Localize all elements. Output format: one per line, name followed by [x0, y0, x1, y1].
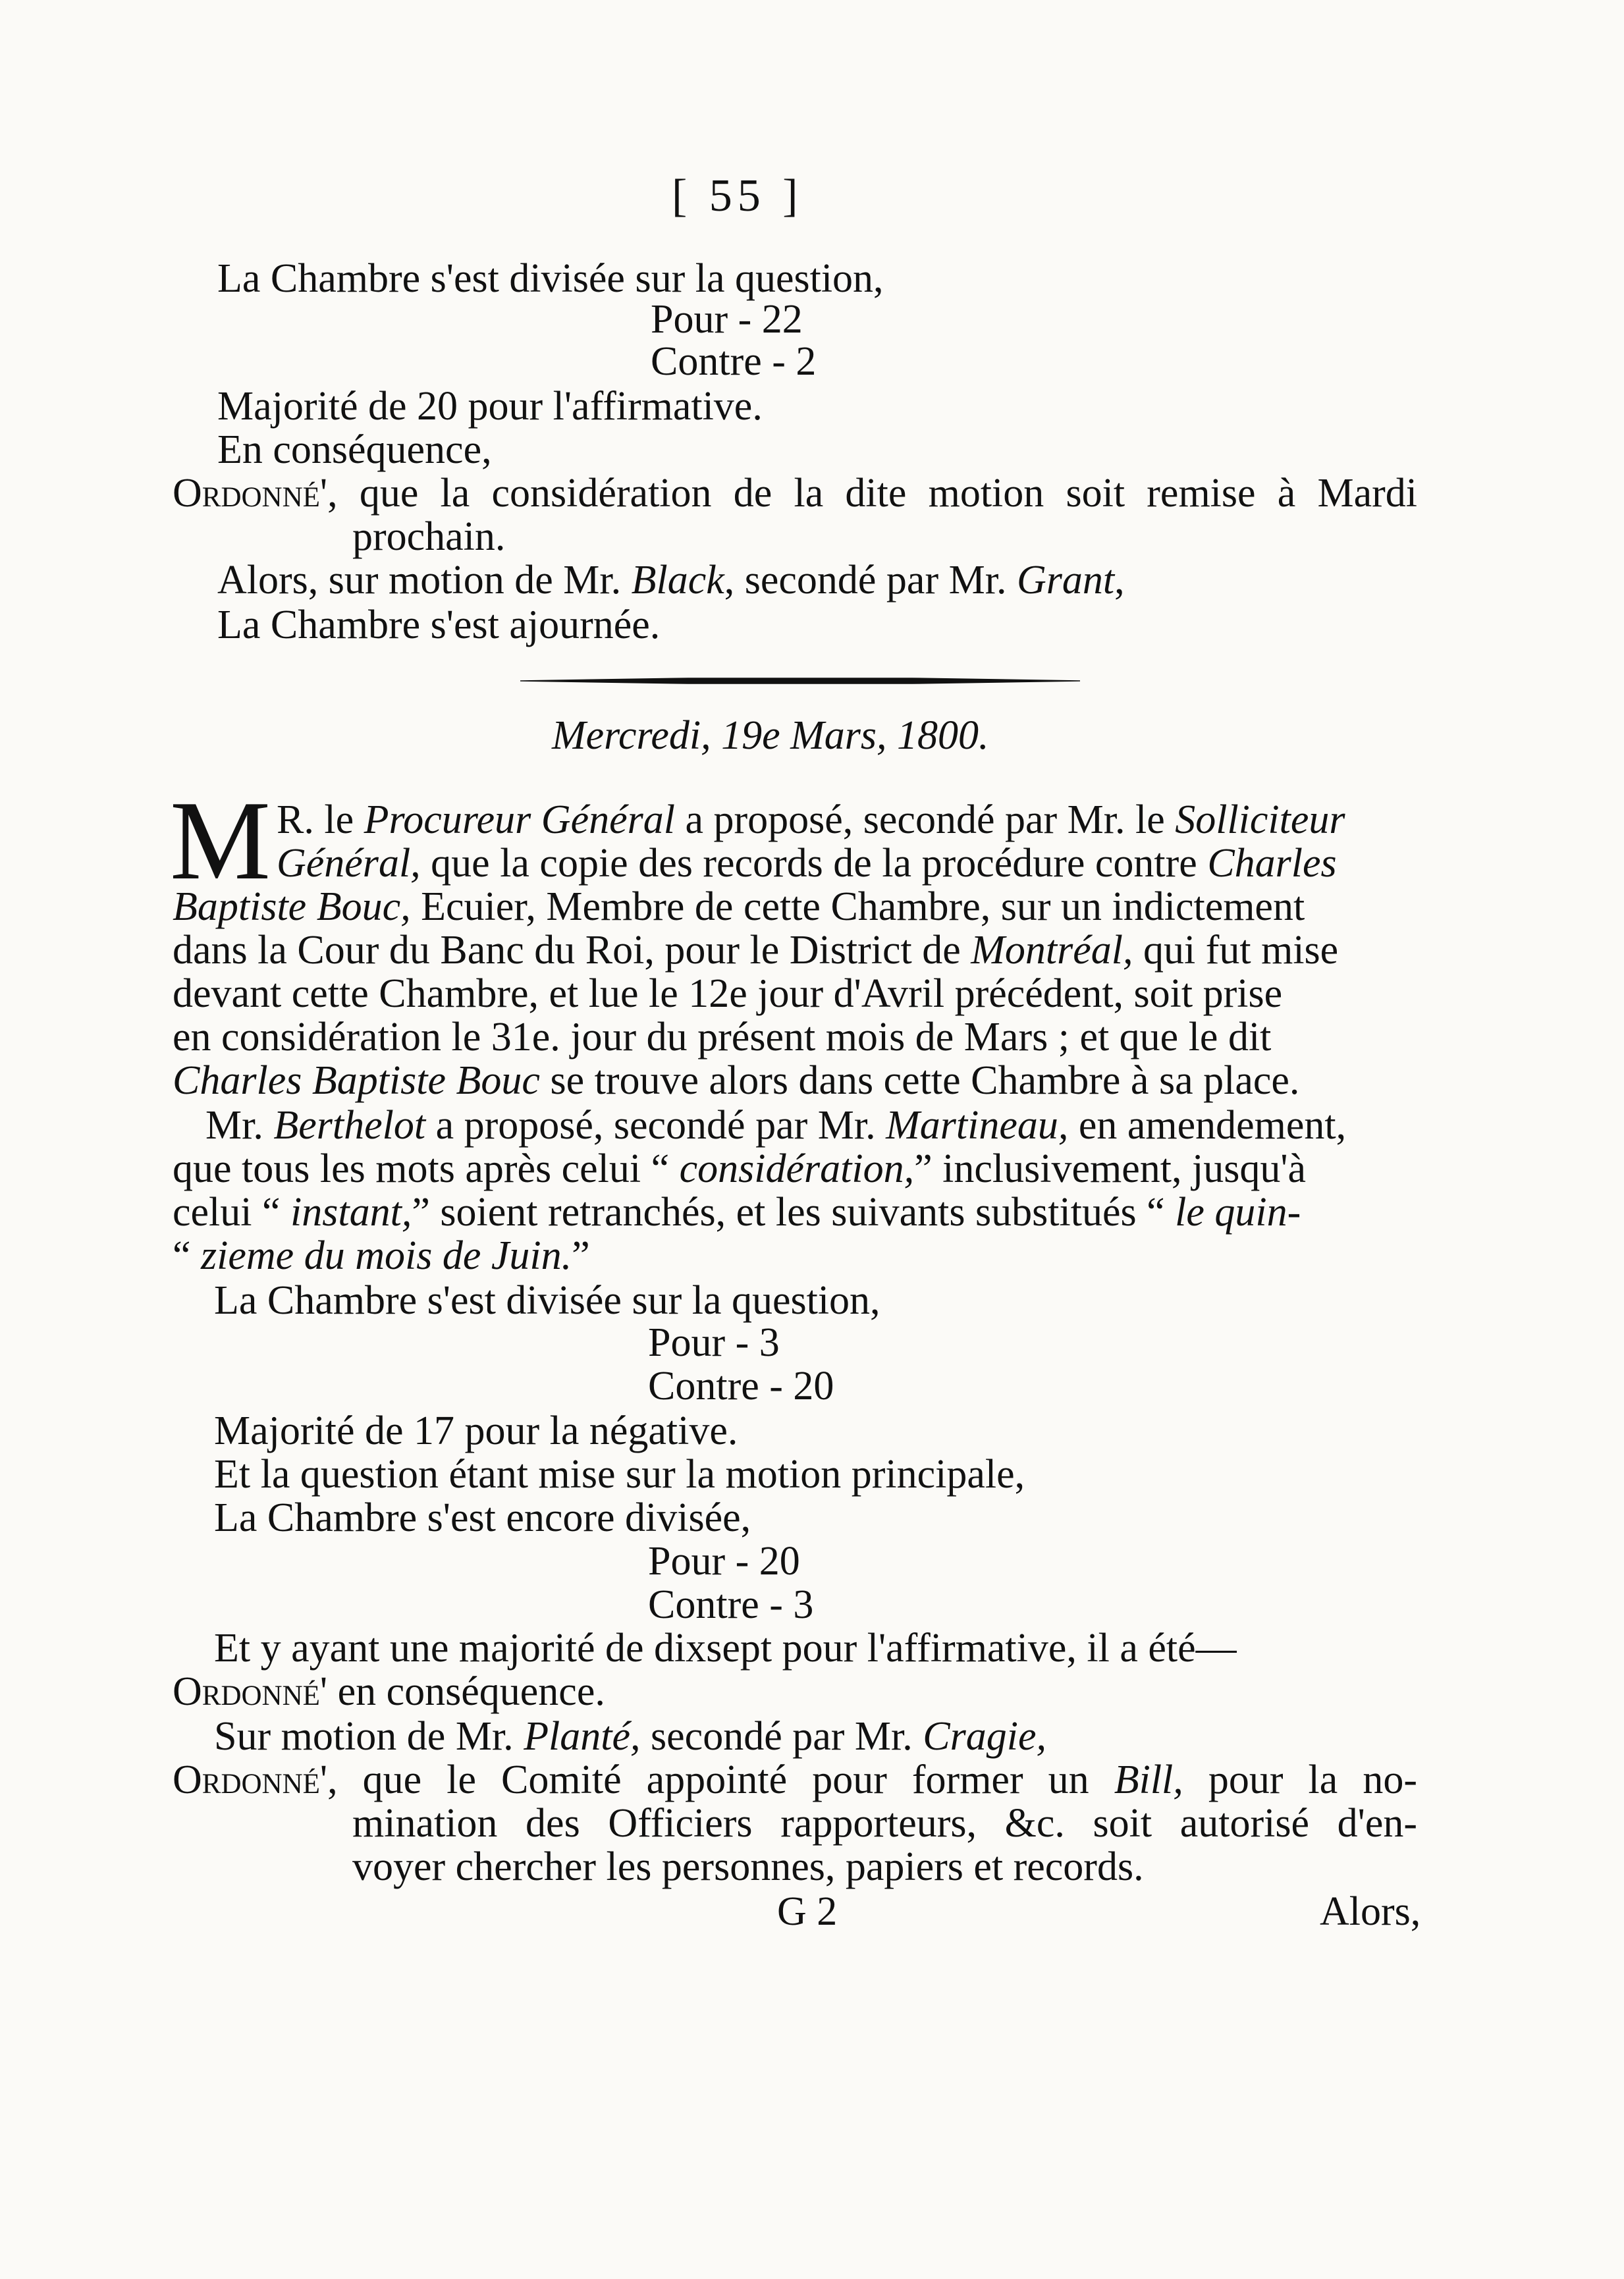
entry-italic: Montréal, — [971, 928, 1133, 973]
ordonne-continuation: mination des Officiers rapporteurs, &c. soit autorisé d'en- — [352, 1801, 1417, 1846]
vote-pour: Pour - 3 — [648, 1320, 780, 1365]
entry-italic: considération, — [679, 1146, 915, 1191]
bill-italic: Bill, — [1114, 1757, 1183, 1802]
name-plante: Planté, — [524, 1714, 641, 1759]
entry-text: ” — [572, 1233, 590, 1278]
entry-text: ” soient retranchés, et les suivants substitués “ — [412, 1190, 1176, 1235]
name-cragie: Cragie, — [923, 1714, 1046, 1759]
entry-text: a proposé, secondé par Mr. le — [674, 797, 1176, 842]
entry-line-9 — [173, 1147, 1417, 1191]
drop-cap: M — [170, 778, 271, 903]
consequence-line: En conséquence, — [217, 427, 492, 472]
entry-line-3 — [173, 885, 1417, 928]
alors-text: Alors, sur motion de Mr. — [217, 558, 632, 603]
ordonne-continuation: prochain. — [352, 514, 506, 559]
entry-line-4 — [173, 928, 1417, 972]
majority-line: Majorité de 17 pour la négative. — [214, 1408, 738, 1453]
entry-text: en amendement, — [1068, 1103, 1347, 1148]
entry-text: qui fut mise — [1133, 928, 1339, 973]
entry-italic: Procureur Général — [364, 797, 675, 842]
entry-line-2 — [277, 842, 1430, 885]
entry-text: celui “ — [173, 1190, 291, 1235]
ordonne-text-2: pour la no- — [1183, 1757, 1417, 1802]
motion-text-2: secondé par Mr. — [640, 1714, 923, 1759]
alors-line — [217, 558, 1125, 602]
entry-line-6: en considération le 31e. jour du présent mois de Mars ; et que le dit — [173, 1015, 1272, 1059]
division-line: La Chambre s'est encore divisée, — [214, 1495, 751, 1540]
motion-line — [214, 1715, 1046, 1758]
entry-text: se trouve alors dans cette Chambre à sa place. — [539, 1058, 1300, 1103]
ordonne-text: que le Comité appointé pour former un — [337, 1757, 1114, 1802]
vote-contre: Contre - 3 — [648, 1582, 814, 1627]
entry-text: “ — [173, 1233, 202, 1278]
catchword: Alors, — [1320, 1889, 1421, 1934]
ordonne-line — [173, 1670, 605, 1713]
ordonne-label: Ordonné' — [173, 1669, 328, 1714]
entry-line-5: devant cette Chambre, et lue le 12e jour d'Avril précédent, soit prise — [173, 971, 1283, 1016]
entry-italic: Berthelot — [273, 1103, 426, 1148]
name-grant: Grant — [1016, 558, 1115, 603]
ordonne-label: Ordonné', — [173, 1757, 338, 1802]
entry-italic: Charles Baptiste Bouc — [173, 1058, 540, 1103]
majority-line: Majorité de 20 pour l'affirmative. — [217, 384, 763, 429]
ordonne-line — [173, 1758, 1417, 1802]
entry-italic: instant, — [290, 1190, 412, 1235]
page-number: [ 55 ] — [672, 171, 803, 221]
ordonne-label: Ordonné', — [173, 471, 338, 516]
vote-pour: Pour - 22 — [651, 297, 803, 342]
entry-text: Ecuier, Membre de cette Chambre, sur un indictement — [410, 884, 1305, 929]
vote-contre: Contre - 2 — [651, 339, 817, 384]
entry-text: Mr. — [205, 1103, 274, 1148]
entry-text: ” inclusivement, jusqu'à — [914, 1146, 1307, 1191]
ordonne-text: en conséquence. — [327, 1669, 605, 1714]
entry-italic: Solliciteur — [1175, 797, 1345, 842]
ordonne-continuation: voyer chercher les personnes, papiers et records. — [352, 1844, 1144, 1889]
entry-text: que tous les mots après celui “ — [173, 1146, 680, 1191]
entry-line-1 — [277, 798, 1430, 842]
entry-line-7 — [173, 1059, 1417, 1102]
date-heading-text: Mercredi, 19e Mars, 1800. — [552, 713, 989, 758]
motion-text: Sur motion de Mr. — [214, 1714, 524, 1759]
entry-italic: Général, — [277, 841, 421, 886]
entry-line-8 — [205, 1104, 1346, 1147]
entry-italic: zieme du mois de Juin. — [201, 1233, 572, 1278]
entry-text: a proposé, secondé par Mr. — [425, 1103, 886, 1148]
name-black: Black — [631, 558, 724, 603]
question-line: Et la question étant mise sur la motion principale, — [214, 1452, 1025, 1497]
entry-italic: Baptiste Bouc, — [173, 884, 411, 929]
signature-mark: G 2 — [777, 1889, 838, 1934]
entry-line-10 — [173, 1191, 1417, 1234]
entry-text: que la copie des records de la procédure contre — [420, 841, 1208, 886]
result-line: Et y ayant une majorité de dixsept pour l'affirmative, il a été— — [214, 1626, 1237, 1671]
section-divider — [520, 676, 1080, 686]
adjourned-line: La Chambre s'est ajournée. — [217, 603, 661, 647]
ordonne-text: que la considération de la dite motion soit remise à Mardi — [359, 471, 1418, 516]
entry-italic: le quin- — [1175, 1190, 1301, 1235]
entry-text: R. le — [277, 797, 364, 842]
division-line: La Chambre s'est divisée sur la question, — [217, 256, 884, 301]
entry-line-11 — [173, 1234, 590, 1277]
alors-text-3: , — [1114, 558, 1125, 603]
vote-contre: Contre - 20 — [648, 1364, 834, 1408]
division-line: La Chambre s'est divisée sur la question, — [214, 1278, 880, 1323]
vote-pour: Pour - 20 — [648, 1539, 800, 1584]
entry-italic: Martineau, — [886, 1103, 1069, 1148]
entry-text: dans la Cour du Banc du Roi, pour le District de — [173, 928, 971, 973]
ordonne-line — [173, 471, 1417, 515]
entry-italic: Charles — [1207, 841, 1337, 886]
alors-text-2: , secondé par Mr. — [724, 558, 1017, 603]
date-heading — [552, 714, 989, 757]
